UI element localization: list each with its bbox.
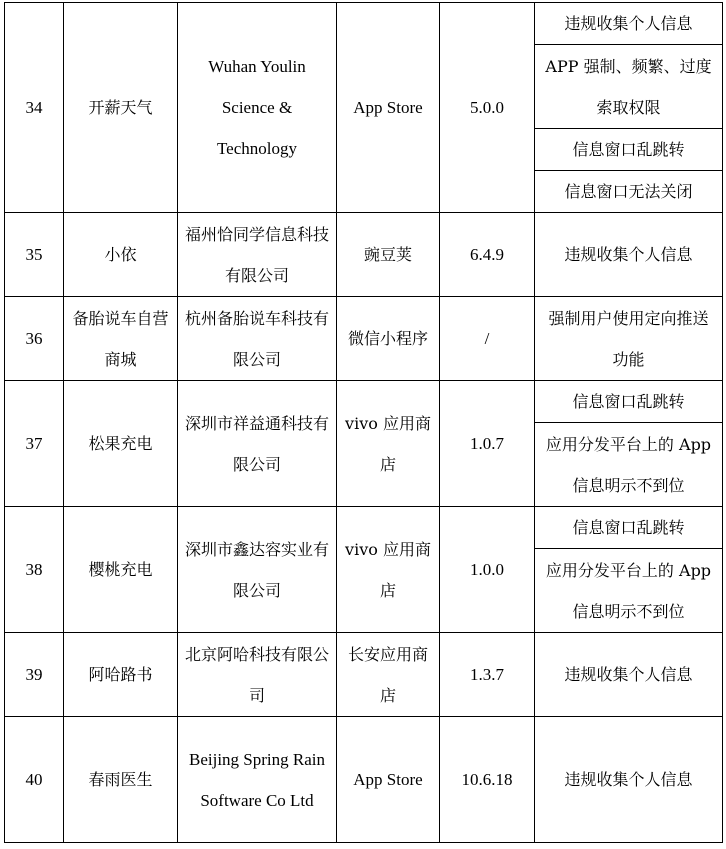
- row-number: 34: [5, 3, 64, 213]
- row-number: 37: [5, 381, 64, 507]
- table-row: [5, 297, 723, 381]
- app-store: 长安应用商店: [337, 633, 440, 717]
- row-number: 36: [5, 297, 64, 381]
- app-version: 1.0.0: [440, 507, 535, 633]
- app-store: App Store: [337, 717, 440, 843]
- table-row: [5, 633, 723, 717]
- issue-item: 信息窗口乱跳转: [535, 507, 723, 549]
- issue-item: 信息窗口乱跳转: [535, 381, 723, 423]
- app-violation-table: [4, 2, 723, 843]
- app-version: 6.4.9: [440, 213, 535, 297]
- app-version: 1.0.7: [440, 381, 535, 507]
- app-name: 开薪天气: [64, 3, 178, 213]
- app-name: 春雨医生: [64, 717, 178, 843]
- app-version: 10.6.18: [440, 717, 535, 843]
- developer-name: 福州恰同学信息科技有限公司: [178, 213, 337, 297]
- row-number: 39: [5, 633, 64, 717]
- developer-name: 深圳市祥益通科技有限公司: [178, 381, 337, 507]
- row-number: 38: [5, 507, 64, 633]
- app-name: 小依: [64, 213, 178, 297]
- app-version: /: [440, 297, 535, 381]
- developer-name: 深圳市鑫达容实业有限公司: [178, 507, 337, 633]
- app-version: 1.3.7: [440, 633, 535, 717]
- developer-name: 杭州备胎说车科技有限公司: [178, 297, 337, 381]
- issue-item: APP 强制、频繁、过度索取权限: [535, 45, 723, 129]
- issue-item: 违规收集个人信息: [535, 213, 723, 297]
- issue-item: 违规收集个人信息: [535, 3, 723, 45]
- app-name: 备胎说车自营商城: [64, 297, 178, 381]
- table-row: [5, 717, 723, 843]
- issue-item: 违规收集个人信息: [535, 633, 723, 717]
- row-number: 35: [5, 213, 64, 297]
- table-row: [5, 381, 723, 423]
- table-row: [5, 507, 723, 549]
- app-version: 5.0.0: [440, 3, 535, 213]
- app-name: 樱桃充电: [64, 507, 178, 633]
- app-store: 豌豆荚: [337, 213, 440, 297]
- app-store: vivo 应用商店: [337, 507, 440, 633]
- app-store: App Store: [337, 3, 440, 213]
- table-row: [5, 213, 723, 297]
- app-store: 微信小程序: [337, 297, 440, 381]
- table-row: [5, 3, 723, 45]
- app-name: 松果充电: [64, 381, 178, 507]
- developer-name: Beijing Spring Rain Software Co Ltd: [178, 717, 337, 843]
- row-number: 40: [5, 717, 64, 843]
- developer-name: 北京阿哈科技有限公司: [178, 633, 337, 717]
- issue-item: 信息窗口无法关闭: [535, 171, 723, 213]
- issue-item: 应用分发平台上的 App 信息明示不到位: [535, 549, 723, 633]
- app-store: vivo 应用商店: [337, 381, 440, 507]
- issue-item: 应用分发平台上的 App 信息明示不到位: [535, 423, 723, 507]
- app-name: 阿哈路书: [64, 633, 178, 717]
- issue-item: 信息窗口乱跳转: [535, 129, 723, 171]
- issue-item: 违规收集个人信息: [535, 717, 723, 843]
- issue-item: 强制用户使用定向推送功能: [535, 297, 723, 381]
- developer-name: Wuhan Youlin Science & Technology: [178, 3, 337, 213]
